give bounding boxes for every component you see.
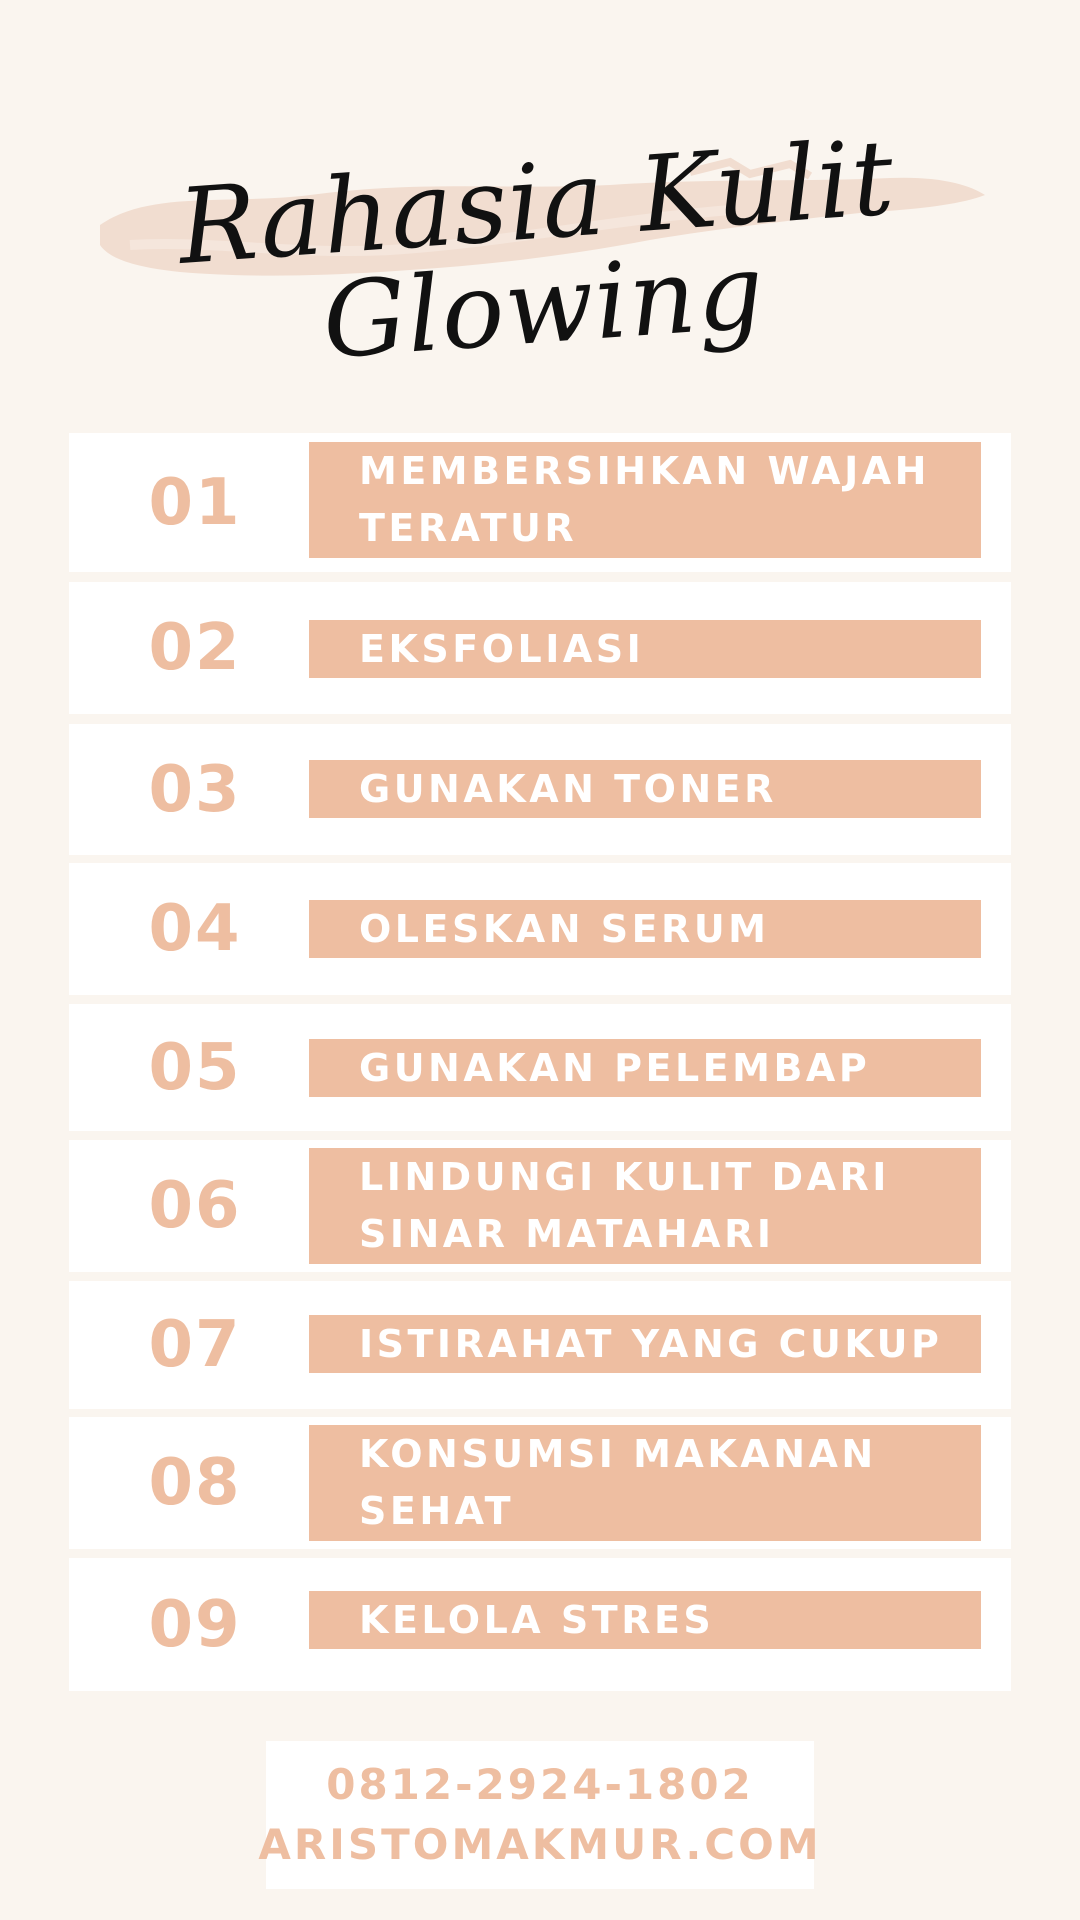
step-label: MEMBERSIHKAN WAJAH TERATUR [359, 449, 930, 550]
list-item [69, 1417, 1011, 1549]
step-number: 02 [148, 611, 242, 685]
list-item [69, 724, 1011, 855]
list-item [69, 433, 1011, 572]
list-item [69, 1004, 1011, 1131]
step-label: EKSFOLIASI [359, 626, 645, 671]
step-number: 06 [148, 1169, 242, 1243]
step-number: 05 [148, 1030, 242, 1105]
step-number: 01 [148, 465, 242, 540]
step-number: 03 [148, 752, 242, 827]
list-item [69, 1281, 1011, 1409]
contact-box [258, 1741, 822, 1889]
contact-phone: 0812-2924-1802 [326, 1760, 754, 1809]
step-label-band [309, 1425, 981, 1541]
step-number: 07 [148, 1308, 242, 1382]
step-number: 04 [148, 892, 242, 966]
step-label: GUNAKAN PELEMBAP [359, 1045, 871, 1090]
step-label: OLESKAN SERUM [359, 906, 770, 951]
step-number: 09 [148, 1587, 242, 1662]
list-item [69, 1140, 1011, 1272]
step-label-band [309, 900, 981, 958]
list-item [69, 582, 1011, 714]
step-label-band [309, 1039, 981, 1097]
page-title: Rahasia Kulit Glowing [174, 116, 899, 383]
step-label-band [309, 620, 981, 678]
step-label: KELOLA STRES [359, 1597, 715, 1642]
step-label: GUNAKAN TONER [359, 766, 777, 811]
step-label-band [309, 760, 981, 818]
step-label: ISTIRAHAT YANG CUKUP [359, 1321, 943, 1366]
list-item [69, 1558, 1011, 1691]
step-number: 08 [148, 1446, 242, 1520]
step-label: KONSUMSI MAKANAN SEHAT [359, 1432, 877, 1533]
list-item [69, 863, 1011, 995]
step-label: LINDUNGI KULIT DARI SINAR MATAHARI [359, 1155, 890, 1256]
step-label-band [309, 1315, 981, 1373]
contact-website: ARISTOMAKMUR.COM [258, 1820, 822, 1869]
step-label-band [309, 1591, 981, 1649]
step-label-band [309, 1148, 981, 1264]
step-label-band [309, 442, 981, 558]
